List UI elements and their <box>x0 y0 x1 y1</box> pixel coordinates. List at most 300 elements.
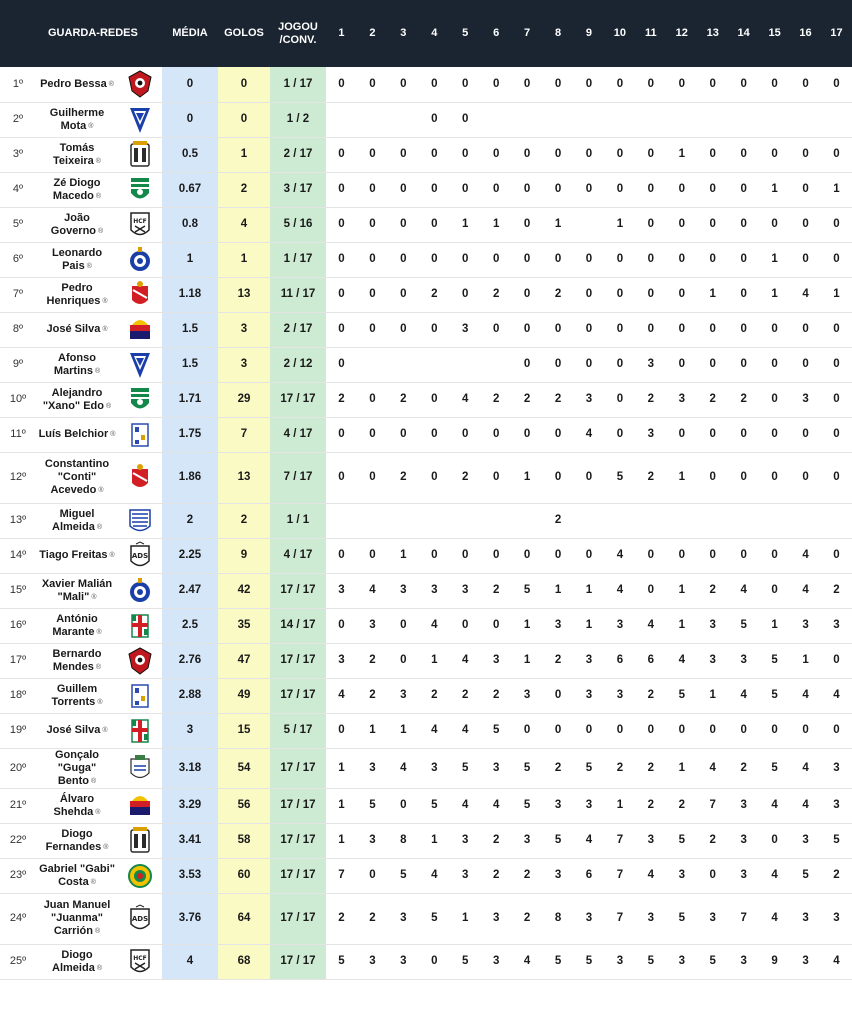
round-4-goals-cell <box>419 347 450 382</box>
round-6-goals-cell: 3 <box>481 748 512 788</box>
player-name[interactable]: Álvaro Shehda <box>53 792 95 818</box>
player-name-cell[interactable] <box>36 538 118 573</box>
round-4-goals-cell: 0 <box>419 312 450 347</box>
rank-cell: 23º <box>0 858 36 893</box>
player-name-cell[interactable] <box>36 137 118 172</box>
round-2-goals-cell: 0 <box>357 417 388 452</box>
round-17-goals-cell: 0 <box>821 312 852 347</box>
club-crest-cell <box>118 347 162 382</box>
round-12-goals-cell: 3 <box>666 944 697 979</box>
round-12-goals-cell <box>666 503 697 538</box>
round-13-goals-cell: 0 <box>697 67 728 102</box>
player-name[interactable]: João Governo <box>50 211 97 237</box>
round-13-goals-cell: 3 <box>697 608 728 643</box>
round-12-goals-cell: 0 <box>666 172 697 207</box>
round-14-goals-cell: 0 <box>728 207 759 242</box>
rank-cell: 16º <box>0 608 36 643</box>
player-name[interactable]: Constantino "Conti" Acevedo <box>44 458 110 496</box>
player-name-cell[interactable] <box>36 347 118 382</box>
round-15-goals-cell: 4 <box>759 893 790 944</box>
round-5-goals-cell: 5 <box>450 944 481 979</box>
round-13-goals-cell: 2 <box>697 823 728 858</box>
round-15-goals-cell: 5 <box>759 678 790 713</box>
table-row <box>0 893 852 944</box>
round-3-goals-cell: 0 <box>388 643 419 678</box>
round-1-goals-cell: 0 <box>326 608 357 643</box>
rank-cell: 18º <box>0 678 36 713</box>
round-6-goals-cell: 0 <box>481 172 512 207</box>
round-10-goals-cell: 0 <box>604 242 635 277</box>
round-10-goals-cell: 3 <box>604 608 635 643</box>
player-name-cell[interactable] <box>36 788 118 823</box>
player-name[interactable]: Guilherme Mota <box>49 106 105 132</box>
round-15-goals-cell: 0 <box>759 417 790 452</box>
round-12-goals-cell: 0 <box>666 312 697 347</box>
player-name-cell[interactable] <box>36 312 118 347</box>
header-goalkeeper[interactable]: GUARDA-REDES <box>0 0 162 67</box>
round-14-goals-cell: 7 <box>728 893 759 944</box>
round-17-goals-cell: 3 <box>821 893 852 944</box>
registered-icon: ® <box>90 878 96 886</box>
round-2-goals-cell: 0 <box>357 452 388 503</box>
round-14-goals-cell <box>728 102 759 137</box>
round-3-goals-cell: 2 <box>388 452 419 503</box>
round-15-goals-cell: 1 <box>759 172 790 207</box>
round-11-goals-cell: 3 <box>635 823 666 858</box>
round-15-goals-cell: 0 <box>759 137 790 172</box>
header-round-17[interactable]: 17 <box>821 0 852 67</box>
club-crest-cell <box>118 102 162 137</box>
round-6-goals-cell: 2 <box>481 858 512 893</box>
round-13-goals-cell: 0 <box>697 417 728 452</box>
round-16-goals-cell: 0 <box>790 347 821 382</box>
player-name[interactable]: Pedro Henriques <box>46 281 101 307</box>
round-16-goals-cell <box>790 503 821 538</box>
player-name-cell[interactable] <box>36 893 118 944</box>
round-1-goals-cell: 5 <box>326 944 357 979</box>
round-3-goals-cell <box>388 102 419 137</box>
round-3-goals-cell: 0 <box>388 137 419 172</box>
round-4-goals-cell: 5 <box>419 893 450 944</box>
header-round-1[interactable]: 1 <box>326 0 357 67</box>
player-name-cell[interactable] <box>36 858 118 893</box>
round-1-goals-cell: 1 <box>326 748 357 788</box>
round-4-goals-cell <box>419 503 450 538</box>
golos-cell: 7 <box>218 417 270 452</box>
round-16-goals-cell: 3 <box>790 893 821 944</box>
round-17-goals-cell: 3 <box>821 608 852 643</box>
golos-cell: 4 <box>218 207 270 242</box>
player-name[interactable]: Guillem Torrents <box>51 682 98 708</box>
player-name-cell[interactable] <box>36 67 118 102</box>
rank-cell: 25º <box>0 944 36 979</box>
round-11-goals-cell: 3 <box>635 347 666 382</box>
round-4-goals-cell: 0 <box>419 102 450 137</box>
round-5-goals-cell: 0 <box>450 172 481 207</box>
round-6-goals-cell: 2 <box>481 678 512 713</box>
header-round-7[interactable]: 7 <box>512 0 543 67</box>
round-11-goals-cell: 0 <box>635 172 666 207</box>
player-name[interactable]: António Marante <box>52 612 98 638</box>
jogou-cell: 17 / 17 <box>270 382 326 417</box>
club-crest-cell <box>118 242 162 277</box>
header-round-9[interactable]: 9 <box>574 0 605 67</box>
player-name[interactable]: Juan Manuel "Juanma" Carrión <box>43 899 111 937</box>
club-crest-cell <box>118 748 162 788</box>
round-6-goals-cell: 0 <box>481 242 512 277</box>
round-2-goals-cell: 0 <box>357 858 388 893</box>
round-8-goals-cell: 2 <box>543 503 574 538</box>
player-name-cell[interactable] <box>36 503 118 538</box>
round-12-goals-cell: 0 <box>666 713 697 748</box>
round-14-goals-cell: 0 <box>728 347 759 382</box>
round-17-goals-cell: 2 <box>821 573 852 608</box>
round-1-goals-cell: 3 <box>326 573 357 608</box>
round-2-goals-cell: 0 <box>357 312 388 347</box>
header-row <box>0 0 852 67</box>
player-name[interactable]: Tiago Freitas <box>39 549 108 561</box>
round-17-goals-cell: 0 <box>821 643 852 678</box>
media-cell: 1.86 <box>162 452 218 503</box>
header-round-3[interactable]: 3 <box>388 0 419 67</box>
player-name-cell[interactable] <box>36 823 118 858</box>
jogou-cell: 17 / 17 <box>270 893 326 944</box>
rank-cell: 20º <box>0 748 36 788</box>
player-name-cell[interactable] <box>36 678 118 713</box>
header-media[interactable]: MÉDIA <box>162 0 218 67</box>
round-11-goals-cell: 3 <box>635 417 666 452</box>
player-name[interactable]: Leonardo Pais <box>51 246 103 272</box>
round-10-goals-cell: 1 <box>604 788 635 823</box>
round-10-goals-cell: 4 <box>604 573 635 608</box>
round-3-goals-cell: 0 <box>388 67 419 102</box>
round-6-goals-cell: 0 <box>481 452 512 503</box>
club-crest-cell <box>118 823 162 858</box>
player-name-cell[interactable] <box>36 207 118 242</box>
round-5-goals-cell: 3 <box>450 823 481 858</box>
round-11-goals-cell: 0 <box>635 538 666 573</box>
round-8-goals-cell: 0 <box>543 678 574 713</box>
aves-crest-icon <box>127 646 153 676</box>
round-15-goals-cell: 0 <box>759 347 790 382</box>
golos-cell: 29 <box>218 382 270 417</box>
club-crest-cell <box>118 643 162 678</box>
round-4-goals-cell: 0 <box>419 944 450 979</box>
player-name-cell[interactable] <box>36 172 118 207</box>
registered-icon: ® <box>91 593 97 601</box>
round-11-goals-cell <box>635 503 666 538</box>
player-name-cell[interactable] <box>36 452 118 503</box>
rank-cell: 21º <box>0 788 36 823</box>
round-2-goals-cell: 2 <box>357 893 388 944</box>
round-12-goals-cell: 1 <box>666 137 697 172</box>
registered-icon: ® <box>108 80 114 88</box>
player-name[interactable]: Alejandro "Xano" Edo <box>42 386 104 412</box>
round-5-goals-cell: 0 <box>450 608 481 643</box>
round-3-goals-cell: 3 <box>388 944 419 979</box>
round-14-goals-cell: 2 <box>728 382 759 417</box>
round-9-goals-cell <box>574 207 605 242</box>
round-13-goals-cell: 0 <box>697 242 728 277</box>
round-1-goals-cell: 4 <box>326 678 357 713</box>
round-13-goals-cell: 2 <box>697 573 728 608</box>
round-8-goals-cell: 0 <box>543 172 574 207</box>
round-11-goals-cell: 3 <box>635 893 666 944</box>
round-8-goals-cell: 0 <box>543 347 574 382</box>
round-11-goals-cell: 4 <box>635 608 666 643</box>
jogou-cell: 4 / 17 <box>270 538 326 573</box>
round-14-goals-cell: 5 <box>728 608 759 643</box>
round-9-goals-cell: 3 <box>574 643 605 678</box>
header-round-11[interactable]: 11 <box>635 0 666 67</box>
round-6-goals-cell <box>481 347 512 382</box>
round-12-goals-cell: 2 <box>666 788 697 823</box>
golos-cell: 68 <box>218 944 270 979</box>
round-7-goals-cell: 1 <box>512 608 543 643</box>
header-round-2[interactable]: 2 <box>357 0 388 67</box>
svg-text:ADS: ADS <box>131 551 149 560</box>
maritimo-crest-icon <box>127 611 153 641</box>
round-14-goals-cell: 0 <box>728 67 759 102</box>
round-2-goals-cell: 3 <box>357 748 388 788</box>
player-name-cell[interactable] <box>36 643 118 678</box>
player-name[interactable]: Xavier Malián "Mali" <box>41 577 113 603</box>
rank-cell: 4º <box>0 172 36 207</box>
round-5-goals-cell: 0 <box>450 242 481 277</box>
player-name[interactable]: Diogo Almeida <box>52 948 95 974</box>
round-4-goals-cell: 4 <box>419 713 450 748</box>
round-16-goals-cell: 3 <box>790 382 821 417</box>
player-name[interactable]: Zé Diogo Macedo <box>52 176 101 202</box>
player-name[interactable]: Pedro Bessa <box>40 77 107 90</box>
header-round-13[interactable]: 13 <box>697 0 728 67</box>
round-6-goals-cell: 0 <box>481 312 512 347</box>
round-5-goals-cell: 0 <box>450 137 481 172</box>
club-crest-cell <box>118 893 162 944</box>
round-13-goals-cell <box>697 102 728 137</box>
round-7-goals-cell: 0 <box>512 67 543 102</box>
jogou-cell: 1 / 17 <box>270 242 326 277</box>
player-name[interactable]: Diogo Fernandes <box>45 827 102 853</box>
round-10-goals-cell: 6 <box>604 643 635 678</box>
round-2-goals-cell: 0 <box>357 172 388 207</box>
player-name[interactable]: José Silva <box>46 724 101 736</box>
round-8-goals-cell: 1 <box>543 573 574 608</box>
jogou-cell: 3 / 17 <box>270 172 326 207</box>
round-5-goals-cell: 4 <box>450 713 481 748</box>
rank-cell: 17º <box>0 643 36 678</box>
round-14-goals-cell: 2 <box>728 748 759 788</box>
player-name-cell[interactable] <box>36 944 118 979</box>
round-11-goals-cell: 2 <box>635 452 666 503</box>
header-round-10[interactable]: 10 <box>604 0 635 67</box>
table-row <box>0 382 852 417</box>
media-cell: 3.29 <box>162 788 218 823</box>
round-15-goals-cell: 0 <box>759 382 790 417</box>
round-3-goals-cell: 3 <box>388 678 419 713</box>
media-cell: 1.5 <box>162 347 218 382</box>
player-name[interactable]: Gabriel "Gabi" Costa <box>39 862 115 888</box>
round-16-goals-cell: 3 <box>790 944 821 979</box>
club-crest-cell <box>118 382 162 417</box>
registered-icon: ® <box>88 122 94 130</box>
round-7-goals-cell: 3 <box>512 823 543 858</box>
round-13-goals-cell: 0 <box>697 858 728 893</box>
player-name[interactable]: Afonso Martins <box>53 351 96 377</box>
round-16-goals-cell: 3 <box>790 608 821 643</box>
round-1-goals-cell: 0 <box>326 452 357 503</box>
round-9-goals-cell: 3 <box>574 788 605 823</box>
registered-icon: ® <box>95 808 101 816</box>
oliveirense-crest-icon <box>127 681 153 711</box>
jogou-cell: 17 / 17 <box>270 678 326 713</box>
golos-cell: 56 <box>218 788 270 823</box>
round-1-goals-cell: 7 <box>326 858 357 893</box>
round-3-goals-cell: 5 <box>388 858 419 893</box>
rank-cell: 5º <box>0 207 36 242</box>
rank-cell: 2º <box>0 102 36 137</box>
player-name[interactable]: José Silva <box>46 323 101 335</box>
header-jogou-line1: JOGOU <box>278 20 318 33</box>
header-round-16[interactable]: 16 <box>790 0 821 67</box>
header-round-15[interactable]: 15 <box>759 0 790 67</box>
round-10-goals-cell: 7 <box>604 893 635 944</box>
player-name-cell[interactable] <box>36 242 118 277</box>
player-name[interactable]: Gonçalo "Guga" Bento <box>54 748 99 787</box>
player-name-cell[interactable] <box>36 277 118 312</box>
header-round-5[interactable]: 5 <box>450 0 481 67</box>
round-4-goals-cell: 4 <box>419 608 450 643</box>
round-8-goals-cell: 0 <box>543 417 574 452</box>
round-2-goals-cell <box>357 102 388 137</box>
ads-crest-icon <box>127 904 153 934</box>
table-row <box>0 643 852 678</box>
round-15-goals-cell: 1 <box>759 242 790 277</box>
player-name-cell[interactable] <box>36 573 118 608</box>
round-12-goals-cell: 5 <box>666 678 697 713</box>
rank-cell: 3º <box>0 137 36 172</box>
round-1-goals-cell: 0 <box>326 242 357 277</box>
header-round-6[interactable]: 6 <box>481 0 512 67</box>
golos-cell: 2 <box>218 172 270 207</box>
round-1-goals-cell <box>326 503 357 538</box>
player-name[interactable]: Luís Belchior <box>38 428 109 440</box>
golos-cell: 35 <box>218 608 270 643</box>
round-5-goals-cell: 4 <box>450 643 481 678</box>
player-name-cell[interactable] <box>36 382 118 417</box>
round-3-goals-cell: 0 <box>388 242 419 277</box>
player-name-cell[interactable] <box>36 102 118 137</box>
header-round-12[interactable]: 12 <box>666 0 697 67</box>
round-11-goals-cell: 0 <box>635 207 666 242</box>
player-name-cell[interactable] <box>36 748 118 788</box>
header-round-8[interactable]: 8 <box>543 0 574 67</box>
round-9-goals-cell <box>574 503 605 538</box>
round-10-goals-cell: 0 <box>604 417 635 452</box>
round-15-goals-cell: 0 <box>759 573 790 608</box>
header-jogou[interactable] <box>270 0 326 67</box>
round-9-goals-cell: 0 <box>574 242 605 277</box>
rank-cell: 1º <box>0 67 36 102</box>
round-2-goals-cell: 2 <box>357 643 388 678</box>
rank-cell: 10º <box>0 382 36 417</box>
round-9-goals-cell: 0 <box>574 137 605 172</box>
table-row <box>0 713 852 748</box>
rank-cell: 11º <box>0 417 36 452</box>
round-4-goals-cell: 1 <box>419 643 450 678</box>
round-16-goals-cell: 4 <box>790 678 821 713</box>
porto-b-crest-icon <box>127 245 153 275</box>
maritimo-crest-icon <box>127 716 153 746</box>
round-1-goals-cell: 0 <box>326 137 357 172</box>
round-3-goals-cell: 0 <box>388 417 419 452</box>
round-7-goals-cell: 1 <box>512 643 543 678</box>
round-2-goals-cell: 0 <box>357 67 388 102</box>
round-15-goals-cell: 5 <box>759 643 790 678</box>
player-name[interactable]: Bernardo Mendes <box>52 647 102 673</box>
jogou-cell: 7 / 17 <box>270 452 326 503</box>
round-5-goals-cell: 4 <box>450 788 481 823</box>
player-name[interactable]: Tomás Teixeira <box>53 141 95 167</box>
round-3-goals-cell: 8 <box>388 823 419 858</box>
media-cell: 0.67 <box>162 172 218 207</box>
media-cell: 1.18 <box>162 277 218 312</box>
round-7-goals-cell: 0 <box>512 312 543 347</box>
round-12-goals-cell: 0 <box>666 347 697 382</box>
round-7-goals-cell: 2 <box>512 858 543 893</box>
golos-cell: 1 <box>218 137 270 172</box>
player-name-cell[interactable] <box>36 608 118 643</box>
porto-b-crest-icon <box>127 576 153 606</box>
round-10-goals-cell: 0 <box>604 713 635 748</box>
header-round-4[interactable]: 4 <box>419 0 450 67</box>
round-6-goals-cell: 0 <box>481 417 512 452</box>
round-7-goals-cell: 4 <box>512 944 543 979</box>
registered-icon: ® <box>95 157 101 165</box>
round-2-goals-cell: 3 <box>357 608 388 643</box>
player-name-cell[interactable] <box>36 713 118 748</box>
round-6-goals-cell: 4 <box>481 788 512 823</box>
round-9-goals-cell: 0 <box>574 312 605 347</box>
round-4-goals-cell: 0 <box>419 417 450 452</box>
round-2-goals-cell: 4 <box>357 573 388 608</box>
rank-cell: 9º <box>0 347 36 382</box>
benfica-b-crest-icon <box>127 280 153 310</box>
media-cell: 2.88 <box>162 678 218 713</box>
player-name[interactable]: Miguel Almeida <box>52 507 95 533</box>
round-8-goals-cell: 2 <box>543 643 574 678</box>
round-5-goals-cell: 5 <box>450 748 481 788</box>
round-11-goals-cell: 2 <box>635 748 666 788</box>
media-cell: 0.8 <box>162 207 218 242</box>
header-round-14[interactable]: 14 <box>728 0 759 67</box>
round-6-goals-cell <box>481 503 512 538</box>
round-6-goals-cell: 3 <box>481 944 512 979</box>
registered-icon: ® <box>105 402 112 410</box>
header-golos[interactable]: GOLOS <box>218 0 270 67</box>
round-6-goals-cell: 0 <box>481 67 512 102</box>
media-cell: 2 <box>162 503 218 538</box>
round-13-goals-cell: 0 <box>697 207 728 242</box>
round-5-goals-cell: 0 <box>450 277 481 312</box>
table-row <box>0 277 852 312</box>
player-name-cell[interactable] <box>36 417 118 452</box>
penafiel-crest-icon <box>127 315 153 345</box>
jogou-cell: 2 / 17 <box>270 137 326 172</box>
round-9-goals-cell: 1 <box>574 608 605 643</box>
round-3-goals-cell: 0 <box>388 277 419 312</box>
round-4-goals-cell: 0 <box>419 538 450 573</box>
